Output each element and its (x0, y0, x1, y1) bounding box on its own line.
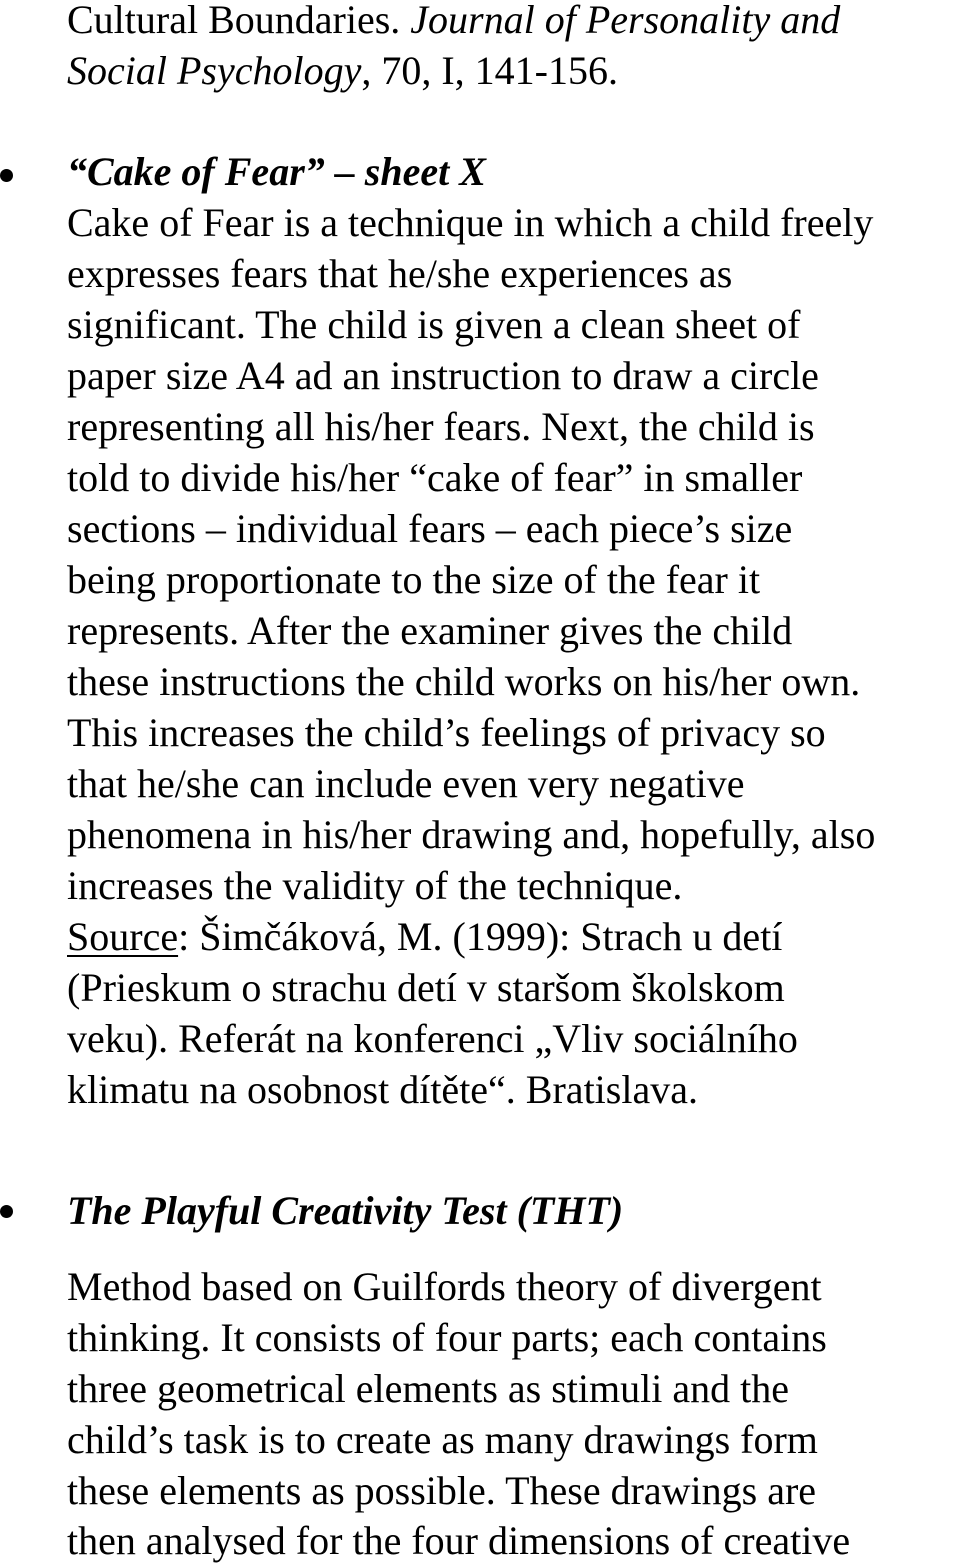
reference-journal-prefix: Cultural Boundaries. (67, 0, 411, 42)
cake-of-fear-line-11: This increases the child’s feelings of privacy so (67, 710, 826, 755)
cake-of-fear-line-9: represents. After the examiner gives the child (67, 608, 793, 653)
reference-journal-title: Journal of Personality and (410, 0, 841, 42)
source-citation-start: : Šimčáková, M. (1999): Strach u detí (178, 914, 783, 959)
source-line-4: klimatu na osobnost dítěte“. Bratislava. (67, 1067, 698, 1112)
cake-of-fear-line-5: representing all his/her fears. Next, the child is (67, 404, 815, 449)
playful-creativity-line-5: these elements as possible. These drawings are (67, 1468, 817, 1513)
cake-of-fear-heading: “Cake of Fear” – sheet X (67, 149, 486, 194)
reference-journal-title-cont: Social Psychology (67, 48, 362, 93)
cake-of-fear-line-2: expresses fears that he/she experiences as (67, 251, 733, 296)
cake-of-fear-line-10: these instructions the child works on his/her own. (67, 659, 861, 704)
playful-creativity-line-1: Method based on Guilfords theory of divergent (67, 1264, 822, 1309)
playful-creativity-line-2: thinking. It consists of four parts; each contains (67, 1315, 827, 1360)
cake-of-fear-line-1: Cake of Fear is a technique in which a child freely (67, 200, 874, 245)
playful-creativity-line-3: three geometrical elements as stimuli and the (67, 1366, 789, 1411)
source-line-2: (Prieskum o strachu detí v staršom školskom (67, 965, 785, 1010)
bullet-point-icon (0, 1205, 13, 1218)
playful-creativity-heading: The Playful Creativity Test (THT) (67, 1188, 624, 1233)
cake-of-fear-line-3: significant. The child is given a clean sheet of (67, 302, 801, 347)
cake-of-fear-line-7: sections – individual fears – each piece’s size (67, 506, 793, 551)
cake-of-fear-line-6: told to divide his/her “cake of fear” in smaller (67, 455, 803, 500)
playful-creativity-line-4: child’s task is to create as many drawings form (67, 1417, 818, 1462)
bullet-point-icon (0, 169, 13, 182)
cake-of-fear-line-8: being proportionate to the size of the fear it (67, 557, 761, 602)
cake-of-fear-line-12: that he/she can include even very negative (67, 761, 745, 806)
playful-creativity-line-6: then analysed for the four dimensions of creative (67, 1518, 851, 1563)
source-label: Source (67, 914, 179, 959)
reference-line-2 (67, 45, 618, 96)
reference-volume-pages: , 70, I, 141-156. (361, 48, 618, 93)
reference-line-1 (67, 0, 840, 45)
cake-of-fear-line-13: phenomena in his/her drawing and, hopefully, also (67, 812, 876, 857)
source-line-3: veku). Referát na konferenci „Vliv sociálního (67, 1016, 798, 1061)
cake-of-fear-line-4: paper size A4 ad an instruction to draw a circle (67, 353, 819, 398)
cake-of-fear-line-14: increases the validity of the technique. (67, 863, 683, 908)
source-line-1 (67, 911, 782, 962)
